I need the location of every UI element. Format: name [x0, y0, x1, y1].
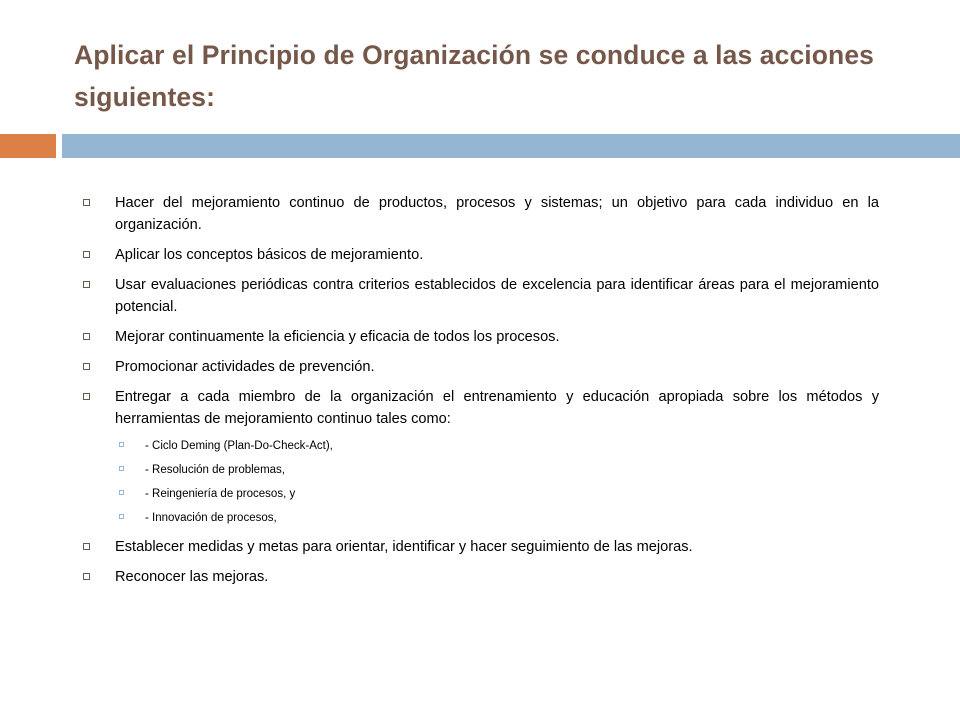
- sub-list-item-text: - Reingeniería de procesos, y: [145, 488, 296, 500]
- list-item: [83, 566, 879, 588]
- square-bullet-icon: [83, 333, 90, 340]
- list-item: [83, 356, 879, 378]
- list-item-text: Reconocer las mejoras.: [115, 569, 269, 585]
- sub-list-item: [115, 510, 879, 526]
- sub-list-item: [115, 462, 879, 478]
- bullet-list: [83, 192, 879, 596]
- list-item-text: Hacer del mejoramiento continuo de productos, procesos y sistemas; un objetivo para cada individuo en la organización.: [115, 195, 879, 233]
- square-bullet-icon: [83, 363, 90, 370]
- square-bullet-icon: [83, 281, 90, 288]
- list-item-text: Promocionar actividades de prevención.: [115, 359, 375, 375]
- list-item-text: Aplicar los conceptos básicos de mejoramiento.: [115, 247, 424, 263]
- sub-square-bullet-icon: [119, 466, 124, 471]
- square-bullet-icon: [83, 251, 90, 258]
- sub-list-item: [115, 438, 879, 454]
- accent-bar-orange: [0, 134, 56, 158]
- sub-list-item: [115, 486, 879, 502]
- sub-bullet-list: [115, 438, 879, 526]
- square-bullet-icon: [83, 393, 90, 400]
- square-bullet-icon: [83, 543, 90, 550]
- slide-title: Aplicar el Principio de Organización se conduce a las acciones siguientes:: [74, 40, 875, 112]
- list-item-text: Usar evaluaciones periódicas contra criterios establecidos de excelencia para identificar áreas para el mejoramiento potencial.: [115, 277, 879, 315]
- list-item: [83, 326, 879, 348]
- square-bullet-icon: [83, 573, 90, 580]
- list-item: [83, 386, 879, 526]
- list-item-text: Mejorar continuamente la eficiencia y eficacia de todos los procesos.: [115, 329, 560, 345]
- square-bullet-icon: [83, 199, 90, 206]
- accent-bar-blue: [62, 134, 960, 158]
- sub-list-item-text: - Innovación de procesos,: [145, 512, 277, 524]
- sub-square-bullet-icon: [119, 490, 124, 495]
- list-item-text: Establecer medidas y metas para orientar, identificar y hacer seguimiento de las mejoras.: [115, 539, 693, 555]
- list-item: [83, 536, 879, 558]
- sub-square-bullet-icon: [119, 442, 124, 447]
- sub-square-bullet-icon: [119, 514, 124, 519]
- sub-list-item-text: - Resolución de problemas,: [145, 464, 285, 476]
- list-item: [83, 192, 879, 236]
- sub-list-item-text: - Ciclo Deming (Plan-Do-Check-Act),: [145, 440, 333, 452]
- list-item: [83, 274, 879, 318]
- list-item: [83, 244, 879, 266]
- list-item-text: Entregar a cada miembro de la organización el entrenamiento y educación apropiada sobre los métodos y herramientas de mejoramiento continuo tales como:: [115, 389, 879, 427]
